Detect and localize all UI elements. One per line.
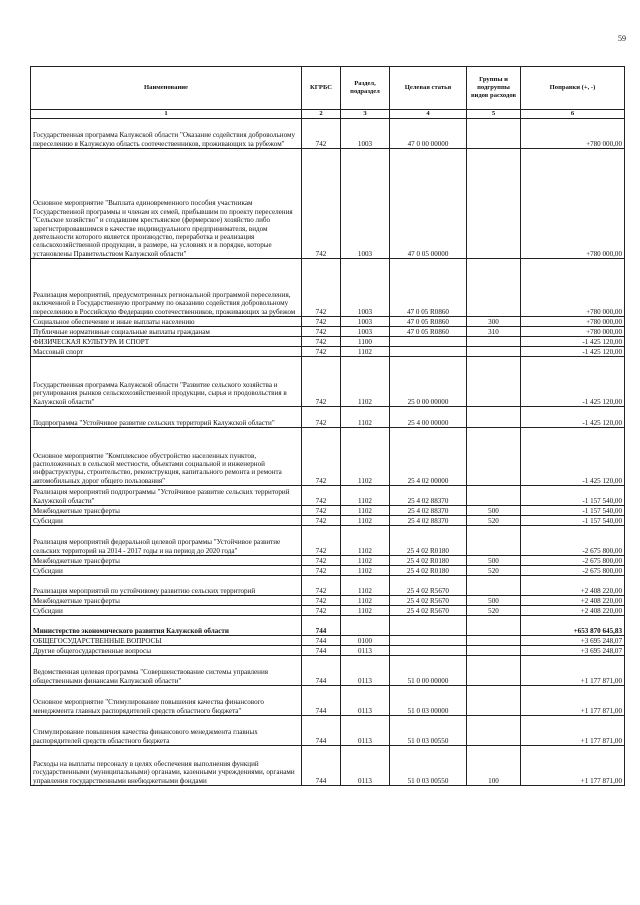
- row-kgrbs: 744: [302, 656, 341, 686]
- table-row: [31, 636, 625, 646]
- header-amount: Поправки (+, -): [521, 67, 625, 110]
- row-target: [390, 616, 467, 636]
- row-name: Публичные нормативные социальные выплаты гражданам: [31, 327, 302, 337]
- table-row: [31, 686, 625, 716]
- row-group: [467, 656, 521, 686]
- row-amount: -2 675 800,00: [521, 526, 625, 556]
- row-name: ОБЩЕГОСУДАРСТВЕННЫЕ ВОПРОСЫ: [31, 636, 302, 646]
- row-group: [467, 149, 521, 259]
- table-row: [31, 556, 625, 566]
- column-number: 6: [521, 110, 625, 119]
- row-section: 0113: [341, 716, 390, 746]
- header-kgrbs: КГРБС: [302, 67, 341, 110]
- row-name: Подпрограмма "Устойчивое развитие сельских территорий Калужской области": [31, 407, 302, 428]
- row-target: [390, 337, 467, 347]
- row-amount: +780 000,00: [521, 317, 625, 327]
- row-target: 25 4 02 00000: [390, 428, 467, 486]
- row-target: 25 4 00 00000: [390, 407, 467, 428]
- row-kgrbs: 742: [302, 606, 341, 616]
- row-section: 1102: [341, 357, 390, 407]
- row-name: Реализация мероприятий, предусмотренных региональной программой переселения, включенной в Государственную программу по оказанию содействия добровольному переселению в Российскую Федерацию соотечественников, проживающих за рубежом: [31, 259, 302, 317]
- row-amount: -1 425 120,00: [521, 357, 625, 407]
- row-amount: +2 408 220,00: [521, 596, 625, 606]
- table-row: [31, 606, 625, 616]
- row-amount: +2 408 220,00: [521, 576, 625, 596]
- row-target: [390, 636, 467, 646]
- table-row: [31, 656, 625, 686]
- table-header-row: [31, 67, 625, 110]
- row-amount: -1 157 540,00: [521, 506, 625, 516]
- page-number: 59: [618, 34, 626, 43]
- header-name: Наименование: [31, 67, 302, 110]
- row-kgrbs: 742: [302, 407, 341, 428]
- row-group: [467, 428, 521, 486]
- row-section: 1102: [341, 486, 390, 506]
- table-body: [31, 119, 625, 786]
- row-group: [467, 407, 521, 428]
- row-name: Реализация мероприятий федеральной целевой программы "Устойчивое развитие сельских территорий на 2014 - 2017 годы и на период до 2020 года": [31, 526, 302, 556]
- row-kgrbs: 742: [302, 259, 341, 317]
- row-target: 25 0 00 00000: [390, 357, 467, 407]
- row-amount: +780 000,00: [521, 149, 625, 259]
- row-kgrbs: 742: [302, 556, 341, 566]
- row-section: 1102: [341, 566, 390, 576]
- row-amount: +780 000,00: [521, 259, 625, 317]
- row-target: 47 0 05 R0860: [390, 327, 467, 337]
- column-number: 3: [341, 110, 390, 119]
- row-section: 1102: [341, 556, 390, 566]
- table-row: [31, 357, 625, 407]
- row-name: Стимулирование повышения качества финансового менеджмента главных распорядителей средств областного бюджета: [31, 716, 302, 746]
- row-amount: +1 177 871,00: [521, 656, 625, 686]
- row-amount: +1 177 871,00: [521, 686, 625, 716]
- row-amount: -2 675 800,00: [521, 566, 625, 576]
- row-group: [467, 486, 521, 506]
- row-group: [467, 347, 521, 357]
- row-target: 51 0 00 00000: [390, 656, 467, 686]
- row-group: [467, 526, 521, 556]
- column-number: 2: [302, 110, 341, 119]
- row-section: 1102: [341, 347, 390, 357]
- row-kgrbs: 744: [302, 646, 341, 656]
- row-name: Субсидии: [31, 516, 302, 526]
- row-target: 51 0 03 00550: [390, 716, 467, 746]
- column-number-row: [31, 110, 625, 119]
- table-row: [31, 566, 625, 576]
- row-kgrbs: 744: [302, 686, 341, 716]
- row-kgrbs: 742: [302, 337, 341, 347]
- row-group: 310: [467, 327, 521, 337]
- header-section: Раздел, подраздел: [341, 67, 390, 110]
- table-row: [31, 317, 625, 327]
- row-target: 25 4 02 88370: [390, 506, 467, 516]
- table-row: [31, 616, 625, 636]
- table-row: [31, 596, 625, 606]
- row-group: [467, 119, 521, 149]
- row-amount: +780 000,00: [521, 327, 625, 337]
- row-section: 1102: [341, 606, 390, 616]
- row-target: [390, 347, 467, 357]
- row-group: [467, 259, 521, 317]
- column-number: 5: [467, 110, 521, 119]
- table-row: [31, 526, 625, 556]
- row-amount: -1 425 120,00: [521, 347, 625, 357]
- row-kgrbs: 742: [302, 566, 341, 576]
- row-amount: -1 157 540,00: [521, 486, 625, 506]
- row-kgrbs: 742: [302, 357, 341, 407]
- row-target: 47 0 05 R0860: [390, 259, 467, 317]
- row-section: 1102: [341, 407, 390, 428]
- row-section: 0100: [341, 636, 390, 646]
- row-kgrbs: 744: [302, 746, 341, 786]
- row-kgrbs: 742: [302, 516, 341, 526]
- table-row: [31, 746, 625, 786]
- row-group: 300: [467, 317, 521, 327]
- row-target: 25 4 02 R0180: [390, 566, 467, 576]
- row-section: 0113: [341, 656, 390, 686]
- row-name: Межбюджетные трансферты: [31, 596, 302, 606]
- row-amount: +653 870 645,83: [521, 616, 625, 636]
- row-name: Основное мероприятие "Стимулирование повышения качества финансового менеджмента главных распорядителей средств областного бюджета": [31, 686, 302, 716]
- row-target: 47 0 05 R0860: [390, 317, 467, 327]
- row-amount: -1 157 540,00: [521, 516, 625, 526]
- table-row: [31, 576, 625, 596]
- row-target: 25 4 02 R0180: [390, 556, 467, 566]
- table-row: [31, 327, 625, 337]
- row-section: 0113: [341, 746, 390, 786]
- row-kgrbs: 742: [302, 149, 341, 259]
- table-row: [31, 486, 625, 506]
- row-group: 520: [467, 606, 521, 616]
- row-section: [341, 616, 390, 636]
- row-amount: +780 000,00: [521, 119, 625, 149]
- row-name: Другие общегосударственные вопросы: [31, 646, 302, 656]
- row-group: 100: [467, 746, 521, 786]
- table-row: [31, 506, 625, 516]
- row-name: Ведомственная целевая программа "Совершенствование системы управления общественными финансами Калужской области": [31, 656, 302, 686]
- row-name: Государственная программа Калужской области "Развитие сельского хозяйства и регулирования рынков сельскохозяйственной продукции, сырья и продовольствия в Калужской области": [31, 357, 302, 407]
- row-kgrbs: 742: [302, 486, 341, 506]
- row-group: 520: [467, 516, 521, 526]
- row-group: [467, 616, 521, 636]
- row-name: Реализация мероприятий подпрограммы "Устойчивое развитие сельских территорий Калужской области": [31, 486, 302, 506]
- row-group: [467, 576, 521, 596]
- row-target: 25 4 02 R5670: [390, 606, 467, 616]
- row-section: 1102: [341, 596, 390, 606]
- row-kgrbs: 744: [302, 716, 341, 746]
- row-amount: -1 425 120,00: [521, 407, 625, 428]
- row-name: Реализация мероприятий по устойчивому развитию сельских территорий: [31, 576, 302, 596]
- row-kgrbs: 742: [302, 347, 341, 357]
- row-target: 25 4 02 88370: [390, 516, 467, 526]
- row-name: Государственная программа Калужской области "Оказание содействия добровольному переселению в Калужскую область соотечественников, проживающих за рубежом": [31, 119, 302, 149]
- row-amount: +3 695 248,07: [521, 636, 625, 646]
- row-target: 25 4 02 R5670: [390, 576, 467, 596]
- table-row: [31, 347, 625, 357]
- row-kgrbs: 744: [302, 636, 341, 646]
- row-target: 51 0 03 00550: [390, 746, 467, 786]
- row-kgrbs: 744: [302, 616, 341, 636]
- row-kgrbs: 742: [302, 526, 341, 556]
- row-section: 0113: [341, 686, 390, 716]
- row-name: Основное мероприятие "Комплексное обустройство населенных пунктов, расположенных в сельской местности, объектами социальной и инженерной инфраструктуры, строительство, реконструкция, капитального ремонта и ремонта автомобильных дорог общего пользования": [31, 428, 302, 486]
- row-name: Расходы на выплаты персоналу в целях обеспечения выполнения функций государственными (муниципальными) органами, казенными учреждениями, органами управления государственными внебюджетными фондами: [31, 746, 302, 786]
- row-target: 47 0 00 00000: [390, 119, 467, 149]
- row-target: 25 4 02 R5670: [390, 596, 467, 606]
- row-group: 520: [467, 566, 521, 576]
- row-section: 1102: [341, 526, 390, 556]
- row-section: 1102: [341, 576, 390, 596]
- row-name: Субсидии: [31, 566, 302, 576]
- table-row: [31, 119, 625, 149]
- row-target: 25 4 02 R0180: [390, 526, 467, 556]
- header-target: Целевая статья: [390, 67, 467, 110]
- row-section: 1003: [341, 149, 390, 259]
- row-group: [467, 337, 521, 347]
- row-amount: -1 425 120,00: [521, 428, 625, 486]
- row-group: 500: [467, 556, 521, 566]
- table-row: [31, 646, 625, 656]
- row-group: [467, 716, 521, 746]
- row-name: Массовый спорт: [31, 347, 302, 357]
- row-kgrbs: 742: [302, 506, 341, 516]
- row-target: 47 0 05 00000: [390, 149, 467, 259]
- row-target: 51 0 03 00000: [390, 686, 467, 716]
- row-amount: -2 675 800,00: [521, 556, 625, 566]
- row-name: ФИЗИЧЕСКАЯ КУЛЬТУРА И СПОРТ: [31, 337, 302, 347]
- row-target: 25 4 02 88370: [390, 486, 467, 506]
- column-number: 1: [31, 110, 302, 119]
- row-group: 500: [467, 596, 521, 606]
- row-group: [467, 636, 521, 646]
- row-section: 1003: [341, 259, 390, 317]
- row-group: [467, 686, 521, 716]
- table-row: [31, 407, 625, 428]
- row-section: 1102: [341, 516, 390, 526]
- row-name: Социальное обеспечение и иные выплаты населению: [31, 317, 302, 327]
- row-group: 500: [467, 506, 521, 516]
- column-number: 4: [390, 110, 467, 119]
- row-kgrbs: 742: [302, 596, 341, 606]
- row-section: 1003: [341, 317, 390, 327]
- row-name: Межбюджетные трансферты: [31, 506, 302, 516]
- budget-table: [30, 66, 625, 786]
- row-name: Министерство экономического развития Калужской области: [31, 616, 302, 636]
- row-kgrbs: 742: [302, 119, 341, 149]
- row-name: Основное мероприятие "Выплата единовременного пособия участникам Государственной программы и членам их семей, прибывшим по проекту переселения "Сельское хозяйство" и создавшим крестьянское (фермерское) хозяйство либо зарегистрировавшимся в качестве индивидуального предпринимателя, видом деятельности которого является производство, переработка и реализация сельскохозяйственной продукции, в размере, на условиях и в порядке, которые установлены Правительством Калужской области": [31, 149, 302, 259]
- row-amount: +2 408 220,00: [521, 606, 625, 616]
- row-group: [467, 646, 521, 656]
- row-amount: +1 177 871,00: [521, 716, 625, 746]
- row-kgrbs: 742: [302, 576, 341, 596]
- row-name: Межбюджетные трансферты: [31, 556, 302, 566]
- row-kgrbs: 742: [302, 317, 341, 327]
- row-target: [390, 646, 467, 656]
- row-amount: +1 177 871,00: [521, 746, 625, 786]
- row-section: 1100: [341, 337, 390, 347]
- table-row: [31, 337, 625, 347]
- header-group: Группы и подгруппы видов расходов: [467, 67, 521, 110]
- row-section: 0113: [341, 646, 390, 656]
- table-row: [31, 259, 625, 317]
- table-row: [31, 716, 625, 746]
- table-row: [31, 149, 625, 259]
- row-amount: +3 695 248,07: [521, 646, 625, 656]
- row-group: [467, 357, 521, 407]
- table-row: [31, 428, 625, 486]
- row-name: Субсидии: [31, 606, 302, 616]
- table-row: [31, 516, 625, 526]
- row-kgrbs: 742: [302, 327, 341, 337]
- row-section: 1102: [341, 428, 390, 486]
- row-section: 1003: [341, 119, 390, 149]
- row-kgrbs: 742: [302, 428, 341, 486]
- row-amount: -1 425 120,00: [521, 337, 625, 347]
- row-section: 1102: [341, 506, 390, 516]
- row-section: 1003: [341, 327, 390, 337]
